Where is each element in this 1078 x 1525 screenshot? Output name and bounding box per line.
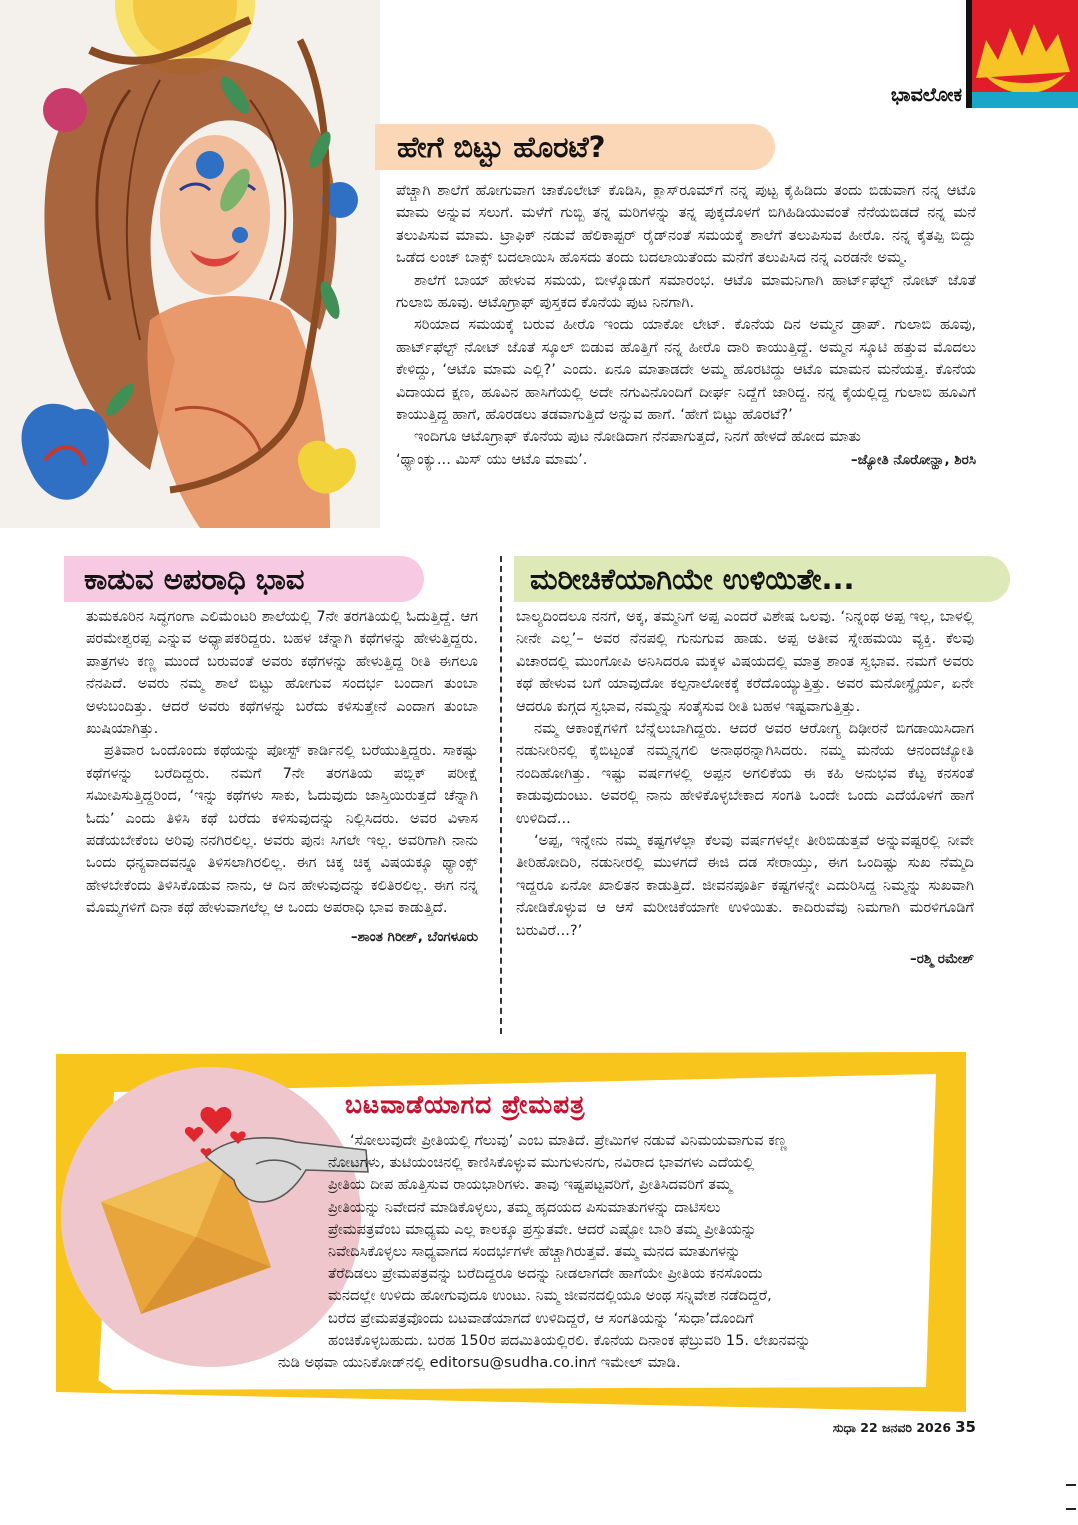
story1-last-line: ‘ಥ್ಯಾಂಕ್ಯು... ಮಿಸ್ ಯು ಆಟೊ ಮಾಮ’. [396, 450, 588, 468]
contest-line: ಪ್ರೀತಿಯನ್ನು ನಿವೇದನೆ ಮಾಡಿಕೊಳ್ಳಲು, ತಮ್ಮ ಹೃದಯದ ಪಿಸುಮಾತುಗಳನ್ನು ದಾಟಿಸಲು [328, 1198, 721, 1216]
contest-line: ನುಡಿ ಅಥವಾ ಯುನಿಕೋಡ್‌ನಲ್ಲಿ editorsu@sudha.co.inಗೆ ಇಮೇಲ್ ಮಾಡಿ. [278, 1354, 681, 1372]
story1-body [396, 180, 976, 471]
story2-paragraph: ತುಮಕೂರಿನ ಸಿದ್ಧಗಂಗಾ ಎಲಿಮೆಂಟರಿ ಶಾಲೆಯಲ್ಲಿ 7ನೇ ತರಗತಿಯಲ್ಲಿ ಓದುತ್ತಿದ್ದೆ. ಆಗ ಪರಮೇಶ್ವರಪ್ಪ ಎನ್ನುವ ಅಧ್ಯಾಪಕರಿದ್ದರು. ಬಹಳ ಚೆನ್ನಾಗಿ ಕಥೆಗಳನ್ನು ಹೇಳುತ್ತಿದ್ದರು. ಪಾತ್ರಗಳು ಕಣ್ಣ ಮುಂದೆ ಬರುವಂತೆ ಅವರು ಕಥೆಗಳನ್ನು ಹೇಳುತ್ತಿದ್ದ ರೀತಿ ಈಗಲೂ ನೆನಪಿದೆ. ಅವರು ನಮ್ಮ ಶಾಲೆ ಬಿಟ್ಟು ಹೋಗುವ ಸಂದರ್ಭ ಬಂದಾಗ ತುಂಬಾ ಅಳುಬಂದಿತ್ತು. ಆದರೆ ಅವರು ಕಥೆಗಳನ್ನು ಬರೆದು ಕಳಿಸುತ್ತೇನೆ ಎಂದಾಗ ತುಂಬಾ ಖುಷಿಯಾಗಿತ್ತು. [86, 608, 478, 738]
section-label: ಭಾವಲೋಕ [890, 84, 962, 106]
contest-line: ತೆರೆದಿಡಲು ಪ್ರೇಮಪತ್ರವನ್ನು ಬರೆದಿದ್ದರೂ ಅದನ್ನು ನೀಡಲಾಗದೇ ಹಾಗೆಯೇ ಪ್ರೀತಿಯ ಕನಸೊಂದು [328, 1265, 763, 1283]
contest-line: ಪ್ರೇಮಪತ್ರವೆಂಬ ಮಾಧ್ಯಮ ಎಲ್ಲ ಕಾಲಕ್ಕೂ ಪ್ರಸ್ತುತವೇ. ಆದರೆ ಎಷ್ಟೋ ಬಾರಿ ತಮ್ಮ ಪ್ರೀತಿಯನ್ನು [328, 1220, 757, 1238]
story3-title: ಮರೀಚಿಕೆಯಾಗಿಯೇ ಉಳಿಯಿತೇ... [514, 556, 1010, 602]
story3-body [516, 606, 974, 971]
story3-byline: –ರಶ್ಮಿ ರಮೇಶ್ [909, 951, 974, 968]
flame-logo-icon [966, 0, 1078, 108]
story1-credit-line [396, 449, 976, 471]
column-divider [500, 556, 502, 1034]
contest-line: ನಿವೇದಿಸಿಕೊಳ್ಳಲು ಸಾಧ್ಯವಾಗದ ಸಂದರ್ಭಗಳೇ ಹೆಚ್ಚಾಗಿರುತ್ತವೆ. ತಮ್ಮ ಮನದ ಮಾತುಗಳನ್ನು [328, 1243, 741, 1261]
story1-title: ಹೇಗೆ ಬಿಟ್ಟು ಹೊರಟೆ? [375, 124, 775, 170]
contest-body [278, 1130, 946, 1374]
woman-watercolor-illustration [0, 0, 380, 528]
crop-mark [1066, 1484, 1076, 1486]
story2-body [86, 606, 478, 948]
story1-paragraph: ಇಂದಿಗೂ ಆಟೊಗ್ರಾಫ್ ಕೊನೆಯ ಪುಟ ನೋಡಿದಾಗ ನೆನಪಾಗುತ್ತದೆ, ನಿನಗೆ ಹೇಳದೆ ಹೋದ ಮಾತು [414, 428, 861, 446]
contest-title: ಬಟವಾಡೆಯಾಗದ ಪ್ರೇಮಪತ್ರ [345, 1090, 586, 1119]
story3-paragraph: ‘ಅಪ್ಪ, ಇನ್ನೇನು ನಮ್ಮ ಕಷ್ಟಗಳೆಲ್ಲಾ ಕೆಲವು ವರ್ಷಗಳಲ್ಲೇ ತೀರಿಬಿಡುತ್ತವೆ ಅನ್ನುವಷ್ಟರಲ್ಲಿ ನೀವೇ ತೀರಿಹೋದಿರಿ, ನಡುನೀರಲ್ಲಿ ಮುಳಗದೆ ಈಜಿ ದಡ ಸೇರಾಯ್ತು, ಈಗ ಒಂದಿಷ್ಟು ಸುಖ ನೆಮ್ಮದಿ ಇದ್ದರೂ ಏನೋ ಖಾಲಿತನ ಕಾಡುತ್ತಿದೆ. ಜೀವನಪೂರ್ತಿ ಕಷ್ಟಗಳನ್ನೇ ಎದುರಿಸಿದ್ದ ನಿಮ್ಮನ್ನು ಸುಖವಾಗಿ ನೋಡಿಕೊಳ್ಳುವ ಆ ಆಸೆ ಮರೀಚಿಕೆಯಾಗೇ ಉಳಿಯಿತು. ಕಾದಿರುವೆವು ನಿಮಗಾಗಿ ಮರಳಿಗೂಡಿಗೆ ಬರುವಿರೆ...?’ [516, 832, 974, 939]
contest-line: ಬರೆದ ಪ್ರೇಮಪತ್ರವೊಂದು ಬಟವಾಡೆಯಾಗದೆ ಉಳಿದಿದ್ದರೆ, ಆ ಸಂಗತಿಯನ್ನು ‘ಸುಧಾ’ದೊಂದಿಗೆ [328, 1309, 754, 1327]
story2-paragraph: ಪ್ರತಿವಾರ ಒಂದೊಂದು ಕಥೆಯನ್ನು ಪೋಸ್ಟ್ ಕಾರ್ಡಿನಲ್ಲಿ ಬರೆಯುತ್ತಿದ್ದರು. ಸಾಕಷ್ಟು ಕಥೆಗಳನ್ನು ಬರೆದಿದ್ದರು. ನಮಗೆ 7ನೇ ತರಗತಿಯ ಪಬ್ಲಿಕ್ ಪರೀಕ್ಷೆ ಸಮೀಪಿಸುತ್ತಿದ್ದರಿಂದ, ‘ಇನ್ನು ಕಥೆಗಳು ಸಾಕು, ಓದುವುದು ಜಾಸ್ತಿಯಿರುತ್ತದೆ ಚೆನ್ನಾಗಿ ಓದು’ ಎಂದು ತಿಳಿಸಿ ಕಥೆ ಬರೆದು ಕಳಿಸುವುದನ್ನು ನಿಲ್ಲಿಸಿದರು. ಅವರ ವಿಳಾಸ ಪಡೆಯಬೇಕೆಂಬ ಅರಿವು ನನಗಿರಲಿಲ್ಲ. ಅವರು ಪುನಃ ಸಿಗಲೇ ಇಲ್ಲ. ಅವರಿಗಾಗಿ ನಾನು ಒಂದು ಧನ್ಯವಾದವನ್ನೂ ತಿಳಿಸಲಾಗಿರಲಿಲ್ಲ. ಈಗ ಚಿಕ್ಕ ಚಿಕ್ಕ ವಿಷಯಕ್ಕೂ ಥ್ಯಾಂಕ್ಸ್ ಹೇಳಬೇಕೆಂದು ತಿಳಿಸಿಕೊಡುವ ನಾನು, ಆ ದಿನ ಹೇಳುವುದನ್ನು ಕಲಿತಿರಲಿಲ್ಲ. ಈಗ ನನ್ನ ಮೊಮ್ಮಗಳಿಗೆ ದಿನಾ ಕಥೆ ಹೇಳುವಾಗಲೆಲ್ಲ ಆ ಒಂದು ಅಪರಾಧಿ ಭಾವ ಕಾಡುತ್ತಿದೆ. [86, 742, 478, 917]
story2-byline: –ಶಾಂತ ಗಿರೀಶ್, ಬೆಂಗಳೂರು [350, 928, 478, 945]
contest-line: ನೋಟಗಳು, ತುಟಿಯಂಚಿನಲ್ಲಿ ಕಾಣಿಸಿಕೊಳ್ಳುವ ಮುಗುಳುನಗು, ನವಿರಾದ ಭಾವಗಳು ಎದೆಯಲ್ಲಿ [328, 1154, 755, 1172]
crop-mark [1066, 1508, 1076, 1510]
contest-line: ‘ಸೋಲುವುದೇ ಪ್ರೀತಿಯಲ್ಲಿ ಗೆಲುವು’ ಎಂಬ ಮಾತಿದೆ. ಪ್ರೇಮಿಗಳ ನಡುವೆ ವಿನಿಮಯವಾಗುವ ಕಣ್ಣ [350, 1132, 788, 1149]
contest-line: ಪ್ರೀತಿಯ ದೀಪ ಹೊತ್ತಿಸುವ ರಾಯಭಾರಿಗಳು. ತಾವು ಇಷ್ಟಪಟ್ಟವರಿಗೆ, ಪ್ರೀತಿಸಿದವರಿಗೆ ತಮ್ಮ [328, 1176, 732, 1194]
story2-title: ಕಾಡುವ ಅಪರಾಧಿ ಭಾವ [64, 556, 424, 602]
story1-paragraph: ಸರಿಯಾದ ಸಮಯಕ್ಕೆ ಬರುವ ಹೀರೊ ಇಂದು ಯಾಕೋ ಲೇಟ್. ಕೊನೆಯ ದಿನ ಅಮ್ಮನ ಡ್ರಾಪ್. ಗುಲಾಬಿ ಹೂವು, ಹಾರ್ಟ್‌ಫೆಲ್ಟ್ ನೋಟ್ ಜೊತೆ ಸ್ಕೂಲ್ ಬಿಡುವ ಹೊತ್ತಿಗೆ ನನ್ನ ಹೀರೊ ದಾರಿ ಕಾಯುತ್ತಿದ್ದೆ. ಅಮ್ಮನ ಸ್ಕೂಟಿ ಹತ್ತುವ ಮೊದಲು ಕೇಳಿದ್ದು, ‘ಆಟೊ ಮಾಮ ಎಲ್ಲಿ?’ ಎಂದು. ಏನೂ ಮಾತಾಡದೇ ಅಮ್ಮ ಹೊರಟಿದ್ದು ಆಟೊ ಮಾಮನ ಮನೆಯತ್ತ. ಕೊನೆಯ ವಿದಾಯದ ಕ್ಷಣ, ಹೂವಿನ ಹಾಸಿಗೆಯಲ್ಲಿ ಅದೇ ನಗುವಿನೊಂದಿಗೆ ದೀರ್ಘ ನಿದ್ದೆಗೆ ಜಾರಿದ್ದ. ನನ್ನ ಕೈಯಲ್ಲಿದ್ದ ಗುಲಾಬಿ ಹೂವಿಗೆ ಕಾಯುತ್ತಿದ್ದ ಹಾಗೆ, ಹೊರಡಲು ತಡವಾಗುತ್ತಿದೆ ಅನ್ನುವ ಹಾಗೆ. ‘ಹೇಗೆ ಬಿಟ್ಟು ಹೊರಟೆ?’ [396, 316, 976, 424]
page-footer [800, 1418, 976, 1436]
story1-paragraph: ಪೆಚ್ಚಾಗಿ ಶಾಲೆಗೆ ಹೋಗುವಾಗ ಚಾಕೊಲೇಟ್ ಕೊಡಿಸಿ, ಕ್ಲಾಸ್‌ರೂಮ್‌ಗೆ ನನ್ನ ಪುಟ್ಟ ಕೈಹಿಡಿದು ತಂದು ಬಿಡುವಾಗ ನನ್ನ ಆಟೊ ಮಾಮ ಅನ್ನುವ ಸಲುಗೆ. ಮಳೆಗೆ ಗುಬ್ಬಿ ತನ್ನ ಮರಿಗಳನ್ನು ತನ್ನ ಪುಕ್ಕದೊಳಗೆ ಬಿಗಿಹಿಡಿಯುವಂತೆ ನೆನೆಯಬಿಡದೆ ನನ್ನ ಮನೆ ತಲುಪಿಸುವ ಮಾಮ. ಟ್ರಾಫಿಕ್ ನಡುವೆ ಹೆಲಿಕಾಪ್ಟರ್ ರೈಡ್‌ನಂತೆ ಸಮಯಕ್ಕೆ ಶಾಲೆಗೆ ತಲುಪಿಸುವ ಹೀರೊ. ನನ್ನ ಕೈತಪ್ಪಿ ಬಿದ್ದು ಒಡೆದ ಲಂಚ್ ಬಾಕ್ಸ್ ಬದಲಾಯಿಸಿ ಹೊಸದು ತಂದು ಬದಲಾಯಿತೆಂದು ಮನೆಗೆ ತಲುಪಿಸಿದ ನನ್ನ ಎರಡನೇ ಅಮ್ಮ. [396, 182, 976, 267]
page-number: 35 [955, 1418, 976, 1436]
contest-line: ಹಂಚಿಕೊಳ್ಳಬಹುದು. ಬರಹ 150ರ ಪದಮಿತಿಯಲ್ಲಿರಲಿ. ಕೊನೆಯ ದಿನಾಂಕ ಫೆಬ್ರುವರಿ 15. ಲೇಖನವನ್ನು [328, 1331, 811, 1349]
story1-byline: –ಜ್ಯೋತಿ ನೊರೋನ್ಹಾ, ಶಿರಸಿ [850, 451, 976, 468]
footer-issue: ಸುಧಾ 22 ಜನವರಿ 2026 [832, 1420, 952, 1435]
story1-paragraph: ಶಾಲೆಗೆ ಬಾಯ್ ಹೇಳುವ ಸಮಯ, ಬೀಳ್ಕೊಡುಗೆ ಸಮಾರಂಭ. ಆಟೊ ಮಾಮನಿಗಾಗಿ ಹಾರ್ಟ್‌ಫೆಲ್ಟ್ ನೋಟ್ ಜೊತೆ ಗುಲಾಬಿ ಹೂವು. ಆಟೊಗ್ರಾಫ್ ಪುಸ್ತಕದ ಕೊನೆಯ ಪುಟ ನಿನಗಾಗಿ. [396, 271, 976, 312]
story3-paragraph: ನಮ್ಮ ಆಕಾಂಕ್ಷೆಗಳಿಗೆ ಬೆನ್ನೆಲುಬಾಗಿದ್ದರು. ಆದರೆ ಅವರ ಆರೋಗ್ಯ ದಿಢೀರನೆ ಬಿಗಡಾಯಿಸಿದಾಗ ನಡುನೀರಿನಲ್ಲಿ ಕೈಬಿಟ್ಟಂತೆ ನಮ್ಮನ್ನಗಲಿ ಅನಾಥರನ್ನಾಗಿಸಿದರು. ನಮ್ಮ ಮನೆಯ ಆನಂದಜ್ಯೋತಿ ನಂದಿಹೋಗಿತ್ತು. ಇಷ್ಟು ವರ್ಷಗಳಲ್ಲಿ ಅಪ್ಪನ ಅಗಲಿಕೆಯ ಈ ಕಹಿ ಅನುಭವ ಕೆಟ್ಟ ಕನಸಂತೆ ಕಾಡುವುದುಂಟು. ಅವರಲ್ಲಿ ನಾನು ಹೇಳಿಕೊಳ್ಳಬೇಕಾದ ಸಂಗತಿ ಒಂದೇ ಒಂದು ಎದೆಯೊಳಗೆ ಹಾಗೆ ಉಳಿದಿದೆ... [516, 720, 974, 827]
story3-paragraph: ಬಾಲ್ಯದಿಂದಲೂ ನನಗೆ, ಅಕ್ಕ, ತಮ್ಮನಿಗೆ ಅಪ್ಪ ಎಂದರೆ ವಿಶೇಷ ಒಲವು. ‘ನಿನ್ನಂಥ ಅಪ್ಪ ಇಲ್ಲ, ಬಾಳಲ್ಲಿ ನೀನೇ ಎಲ್ಲ’– ಅವರ ನೆನಪಲ್ಲಿ ಗುನುಗುವ ಹಾಡು. ಅಪ್ಪ ಅತೀವ ಸ್ನೇಹಮಯಿ ವ್ಯಕ್ತಿ. ಕೆಲವು ವಿಚಾರದಲ್ಲಿ ಮುಂಗೋಪಿ ಅನಿಸಿದರೂ ಮಕ್ಕಳ ವಿಷಯದಲ್ಲಿ ಮಾತ್ರ ಶಾಂತ ಸ್ವಭಾವ. ನಮಗೆ ಅವರು ಕಥೆ ಹೇಳುವ ಬಗೆ ಯಾವುದೋ ಕಲ್ಪನಾಲೋಕಕ್ಕೆ ಕರೆದೊಯ್ಯುತ್ತಿತ್ತು. ಅವರ ಮನೋಸ್ಥೈರ್ಯ, ಏನೇ ಆದರೂ ಕುಗ್ಗದ ಸ್ವಭಾವ, ನಮ್ಮನ್ನು ಸಂತೈಸುವ ರೀತಿ ಬಹಳ ಇಷ್ಟವಾಗುತ್ತಿತ್ತು. [516, 608, 974, 715]
contest-line: ಮನದಲ್ಲೇ ಉಳಿದು ಹೋಗುವುದೂ ಉಂಟು. ನಿಮ್ಮ ಜೀವನದಲ್ಲಿಯೂ ಅಂಥ ಸನ್ನಿವೇಶ ನಡೆದಿದ್ದರೆ, [328, 1287, 772, 1305]
